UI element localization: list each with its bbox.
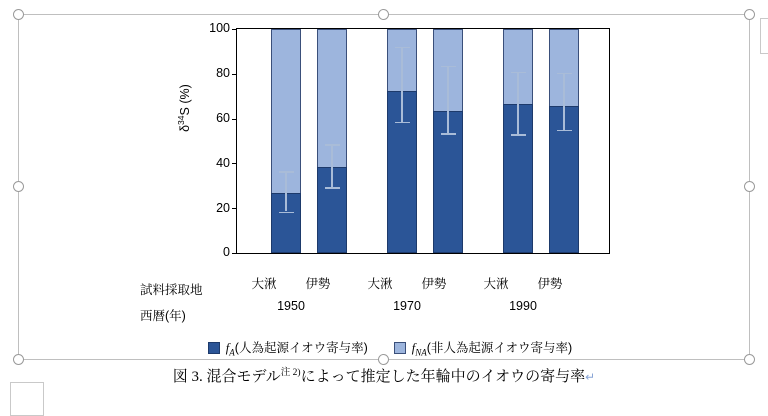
legend-symbol-f: f [411, 341, 416, 355]
legend-subscript-na: NA [415, 347, 427, 358]
y-axis-delta: δ [178, 124, 193, 132]
error-cap-bottom-1990-okute [511, 134, 526, 136]
error-bar-1970-ise [447, 66, 449, 133]
legend-swatch-dark-icon [208, 342, 220, 354]
x-year-1970: 1970 [393, 299, 421, 313]
resize-handle-top-left[interactable] [13, 9, 24, 20]
error-cap-bottom-1990-ise [557, 130, 572, 132]
adjacent-object-bottom-left [10, 382, 44, 416]
legend-symbol-f: f [225, 341, 230, 355]
error-bar-1970-okute [401, 47, 403, 122]
x-group-1970 [352, 274, 462, 313]
error-cap-bottom-1970-okute [395, 122, 410, 124]
caption-footnote-ref[interactable]: 注 2) [280, 368, 301, 378]
y-tick-40: 40 [216, 156, 230, 170]
bar-segment-fna [271, 29, 301, 193]
chart-legend [130, 338, 650, 358]
error-cap-top-1950-okute [279, 171, 294, 173]
x-site-ise-1970: 伊勢 [421, 277, 447, 291]
error-cap-bottom-1950-okute [279, 212, 294, 214]
y-tick-60: 60 [216, 111, 230, 125]
x-group-1990 [468, 274, 578, 313]
x-axis-row-label-year: 西暦(年) [140, 309, 186, 323]
error-cap-top-1990-ise [557, 73, 572, 75]
y-tick-labels [190, 21, 230, 259]
caption-suffix: によって推定した年輪中のイオウの寄与率 [300, 369, 586, 385]
error-cap-top-1970-ise [441, 66, 456, 68]
legend-subscript-a: A [229, 347, 235, 358]
figure-caption [0, 364, 768, 386]
paragraph-mark-icon: ↵ [585, 370, 596, 384]
resize-handle-top-center[interactable] [378, 9, 389, 20]
x-site-okute-1990: 大湫 [483, 277, 509, 291]
error-cap-top-1990-okute [511, 72, 526, 74]
x-site-okute-1950: 大湫 [251, 277, 277, 291]
error-cap-top-1950-ise [325, 144, 340, 146]
figure-chart[interactable] [130, 21, 650, 358]
x-site-ise-1990: 伊勢 [537, 277, 563, 291]
legend-swatch-light-icon [394, 342, 406, 354]
x-group-1950 [236, 274, 346, 313]
plot-area [236, 28, 610, 254]
x-axis-row-label-site: 試料採取地 [140, 283, 203, 297]
caption-prefix: 図 3. 混合モデル [172, 369, 281, 385]
resize-handle-top-right[interactable] [744, 9, 755, 20]
adjacent-object-right [760, 18, 768, 54]
resize-handle-middle-right[interactable] [744, 181, 755, 192]
tick-mark-80 [232, 74, 237, 75]
bar-1950-ise [317, 29, 347, 253]
tick-mark-60 [232, 119, 237, 120]
tick-mark-0 [232, 253, 237, 254]
resize-handle-middle-left[interactable] [13, 181, 24, 192]
bar-1990-ise [549, 29, 579, 253]
error-bar-1950-okute [285, 171, 287, 211]
legend-label-fa [226, 338, 368, 358]
plot-wrapper [130, 22, 650, 272]
error-cap-bottom-1950-ise [325, 187, 340, 189]
tick-mark-40 [232, 163, 237, 164]
y-tick-0: 0 [223, 245, 230, 259]
y-tick-20: 20 [216, 201, 230, 215]
y-axis-unit: S (%) [178, 84, 193, 116]
bar-1970-ise [433, 29, 463, 253]
bar-1950-okute [271, 29, 301, 253]
y-axis-mass: 34 [175, 115, 186, 125]
y-tick-80: 80 [216, 66, 230, 80]
error-bar-1950-ise [331, 144, 333, 187]
legend-item-fa [208, 338, 368, 358]
legend-text-fa: (人為起源イオウ寄与率) [234, 341, 368, 355]
error-bar-1990-ise [563, 73, 565, 130]
legend-label-fna [412, 338, 572, 358]
legend-text-fna: (非人為起源イオウ寄与率) [426, 341, 573, 355]
tick-mark-20 [232, 208, 237, 209]
x-year-1990: 1990 [509, 299, 537, 313]
error-bar-1990-okute [517, 72, 519, 135]
x-axis-labels [130, 274, 650, 336]
y-tick-100: 100 [209, 21, 230, 35]
bar-1990-okute [503, 29, 533, 253]
x-site-ise-1950: 伊勢 [305, 277, 331, 291]
error-cap-top-1970-okute [395, 47, 410, 49]
error-cap-bottom-1970-ise [441, 133, 456, 135]
x-year-1950: 1950 [277, 299, 305, 313]
legend-item-fna [394, 338, 572, 358]
x-site-okute-1970: 大湫 [367, 277, 393, 291]
tick-mark-100 [232, 29, 237, 30]
